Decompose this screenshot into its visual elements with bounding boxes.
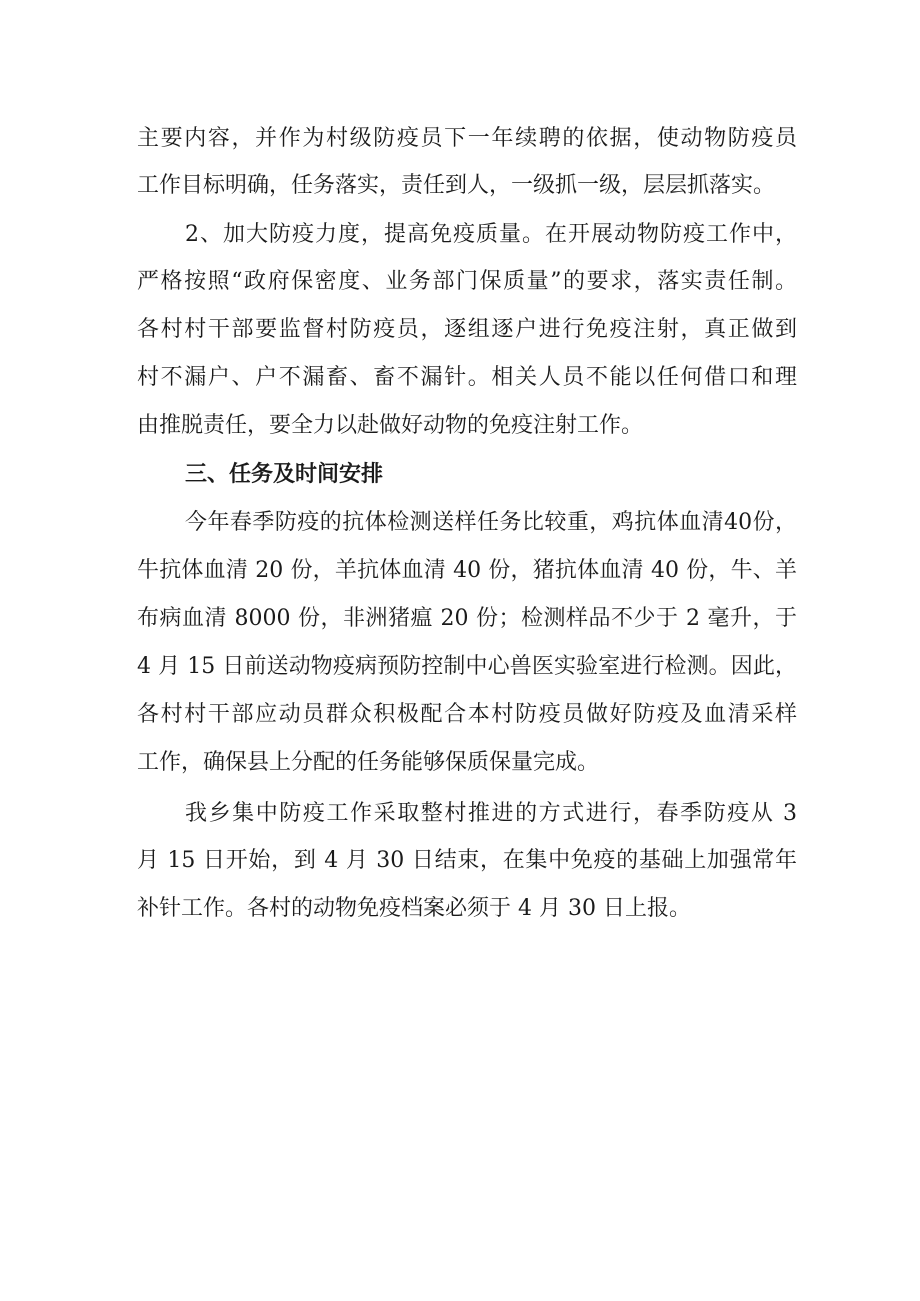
paragraph-2-line-2: 严格按照“政府保密度、业务部门保质量”的要求，落实责任制。 (137, 269, 797, 294)
section-heading: 三、任务及时间安排 (185, 462, 384, 487)
paragraph-2-line-5: 由推脱责任，要全力以赴做好动物的免疫注射工作。 (137, 413, 644, 438)
paragraph-1-line-2: 工作目标明确，任务落实，责任到人，一级抓一级，层层抓落实。 (137, 173, 776, 198)
paragraph-3-line-4: 4 月 15 日前送动物疫病预防控制中心兽医实验室进行检测。因此， (137, 654, 797, 679)
paragraph-2-line-1: 2、加大防疫力度，提高免疫质量。在开展动物防疫工作中， (185, 222, 797, 247)
paragraph-1-line-1: 主要内容，并作为村级防疫员下一年续聘的依据，使动物防疫员 (137, 126, 797, 151)
paragraph-3-line-1: 今年春季防疫的抗体检测送样任务比较重，鸡抗体血清40份， (185, 510, 797, 535)
paragraph-4-line-1: 我乡集中防疫工作采取整村推进的方式进行，春季防疫从 3 (185, 801, 797, 826)
paragraph-3-line-5: 各村村干部应动员群众积极配合本村防疫员做好防疫及血清采样 (137, 702, 797, 727)
paragraph-3-line-6: 工作，确保县上分配的任务能够保质保量完成。 (137, 750, 600, 775)
paragraph-4-line-2: 月 15 日开始，到 4 月 30 日结束，在集中免疫的基础上加强常年 (137, 848, 797, 873)
paragraph-4-line-3: 补针工作。各村的动物免疫档案必须于 4 月 30 日上报。 (137, 896, 691, 921)
paragraph-3-line-2: 牛抗体血清 20 份，羊抗体血清 40 份，猪抗体血清 40 份，牛、羊 (137, 558, 797, 583)
paragraph-2-line-4: 村不漏户、户不漏畜、畜不漏针。相关人员不能以任何借口和理 (137, 365, 797, 390)
paragraph-2-line-3: 各村村干部要监督村防疫员，逐组逐户进行免疫注射，真正做到 (137, 317, 797, 342)
paragraph-3-line-3: 布病血清 8000 份，非洲猪瘟 20 份；检测样品不少于 2 毫升，于 (137, 606, 797, 631)
